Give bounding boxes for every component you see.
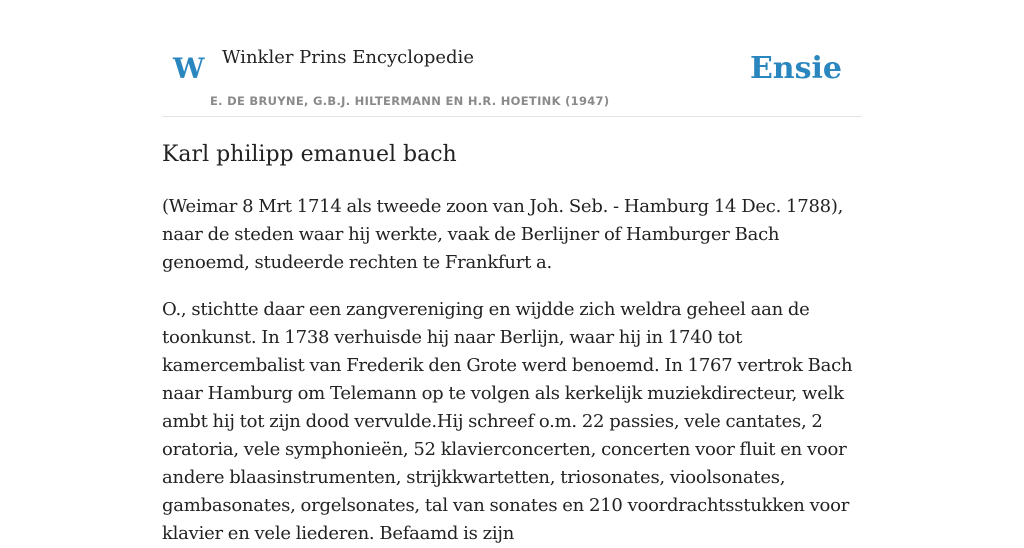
article-paragraph: (Weimar 8 Mrt 1714 als tweede zoon van Joh. Seb. - Hamburg 14 Dec. 1788), naar de steden waar hij werkte, vaak de Berlijner of Hamburger Bach genoemd, studeerde rechten te Frankfurt a. — [162, 196, 844, 273]
publication-logo[interactable]: W — [173, 52, 205, 85]
publication-header — [162, 0, 862, 117]
article-title: Karl philipp emanuel bach — [162, 142, 457, 167]
ensie-logo[interactable]: Ensie — [749, 51, 842, 86]
article-paragraph: O., stichtte daar een zangvereniging en wijdde zich weldra geheel aan de toonkunst. In 1738 verhuisde hij naar Berlijn, waar hij in 1740 tot kamercembalist van Frederik den Grote werd benoemd. In 1767 vertrok Bach naar Hamburg om Telemann op te volgen als kerkelijk muziekdirecteur, welk ambt hij tot zijn dood vervulde.Hij schreef o.m. 22 passies, vele cantates, 2 oratoria, vele symphonieën, 52 klavierconcerten, concerten voor fluit en voor andere blaasinstrumenten, strijkkwartetten, triosonates, vioolsonates, gambasonates, orgelsonates, tal van sonates en 210 voordrachtsstukken voor klavier en vele liederen. Befaamd is zijn — [162, 299, 853, 544]
article — [162, 136, 862, 548]
publication-authors: E. DE BRUYNE, G.B.J. HILTERMANN EN H.R. HOETINK (1947) — [210, 94, 610, 108]
publication-title[interactable]: Winkler Prins Encyclopedie — [222, 47, 474, 68]
